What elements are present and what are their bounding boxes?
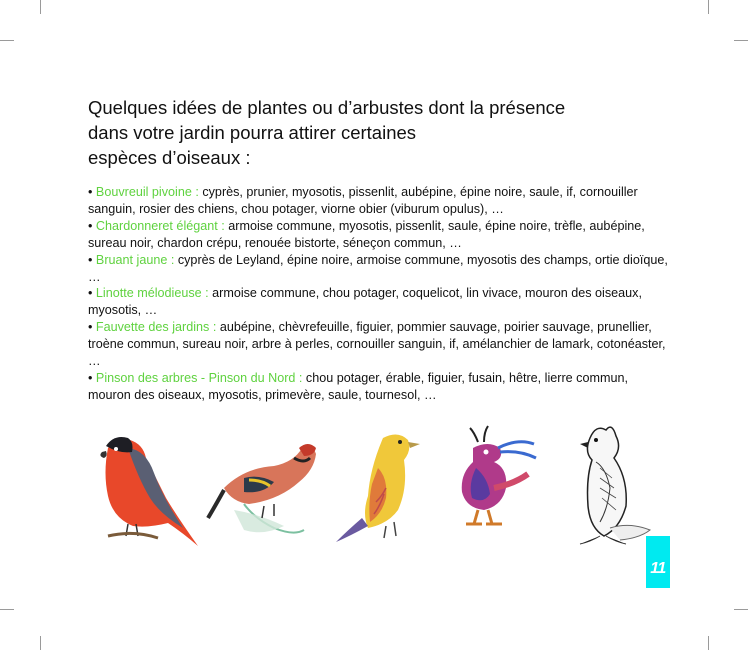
heading-line: Quelques idées de plantes ou d’arbustes dont la présence bbox=[88, 97, 566, 118]
heading-line: espèces d’oiseaux : bbox=[88, 147, 251, 168]
crop-mark bbox=[708, 0, 709, 14]
bullet: • bbox=[88, 286, 93, 301]
bird-plant-list bbox=[88, 184, 673, 404]
list-item bbox=[88, 184, 673, 218]
list-item bbox=[88, 370, 673, 404]
bird-name: Bruant jaune : bbox=[95, 252, 175, 267]
bird-name: Pinson des arbres - Pinson du Nord : bbox=[95, 370, 303, 385]
plant-list: aubépine, chèvrefeuille, figuier, pommier sauvage, poirier sauvage, prunellier, troène commun, sureau noir, arbre à perles, cornouiller sanguin, if, amélanchier de lamark, cotonéaster, … bbox=[88, 320, 666, 369]
crop-mark bbox=[734, 609, 748, 610]
crop-mark bbox=[40, 0, 41, 14]
crop-mark bbox=[0, 40, 14, 41]
goldfinch-illustration bbox=[204, 418, 324, 548]
plant-list: armoise commune, chou potager, coquelicot, lin vivace, mouron des oiseaux, myosotis, … bbox=[88, 286, 642, 318]
bullet: • bbox=[88, 185, 93, 199]
page-number-tab bbox=[646, 536, 670, 588]
list-item bbox=[88, 285, 673, 319]
plant-list: cyprès, prunier, myosotis, pissenlit, aubépine, épine noire, saule, if, cornouiller sanguin, rosier des chiens, chou potager, viorne obier (viburum opulus), … bbox=[88, 185, 638, 216]
chaffinch-sketch-illustration bbox=[560, 418, 660, 548]
page-number: 11 bbox=[650, 560, 666, 577]
bullet: • bbox=[88, 370, 93, 385]
list-item bbox=[88, 218, 673, 252]
yellowhammer-illustration bbox=[328, 418, 428, 548]
crop-mark bbox=[708, 636, 709, 650]
page-heading bbox=[88, 95, 668, 170]
bird-name: Linotte mélodieuse : bbox=[95, 286, 209, 301]
list-item bbox=[88, 252, 673, 286]
crop-mark bbox=[0, 609, 14, 610]
plant-list: armoise commune, myosotis, pissenlit, saule, épine noire, trèfle, aubépine, sureau noir, chardon crépu, renouée bistorte, séneçon commun, … bbox=[88, 218, 645, 250]
bullfinch-illustration bbox=[88, 418, 203, 548]
crop-mark bbox=[40, 636, 41, 650]
bird-name: Bouvreuil pivoine : bbox=[95, 185, 199, 199]
crop-mark bbox=[734, 40, 748, 41]
bird-name: Fauvette des jardins : bbox=[95, 320, 217, 335]
bullet: • bbox=[88, 252, 93, 267]
bird-name: Chardonneret élégant : bbox=[95, 218, 225, 233]
bullet: • bbox=[88, 218, 93, 233]
plant-list: cyprès de Leyland, épine noire, armoise commune, myosotis des champs, ortie dioïque, … bbox=[88, 252, 668, 284]
bullet: • bbox=[88, 320, 93, 335]
stylized-bird-illustration bbox=[448, 418, 538, 548]
bird-illustrations bbox=[88, 418, 678, 553]
list-item bbox=[88, 319, 673, 370]
plant-list: chou potager, érable, figuier, fusain, hêtre, lierre commun, mouron des oiseaux, myosotis, primevère, saule, tournesol, … bbox=[88, 370, 628, 402]
heading-line: dans votre jardin pourra attirer certaines bbox=[88, 122, 417, 143]
